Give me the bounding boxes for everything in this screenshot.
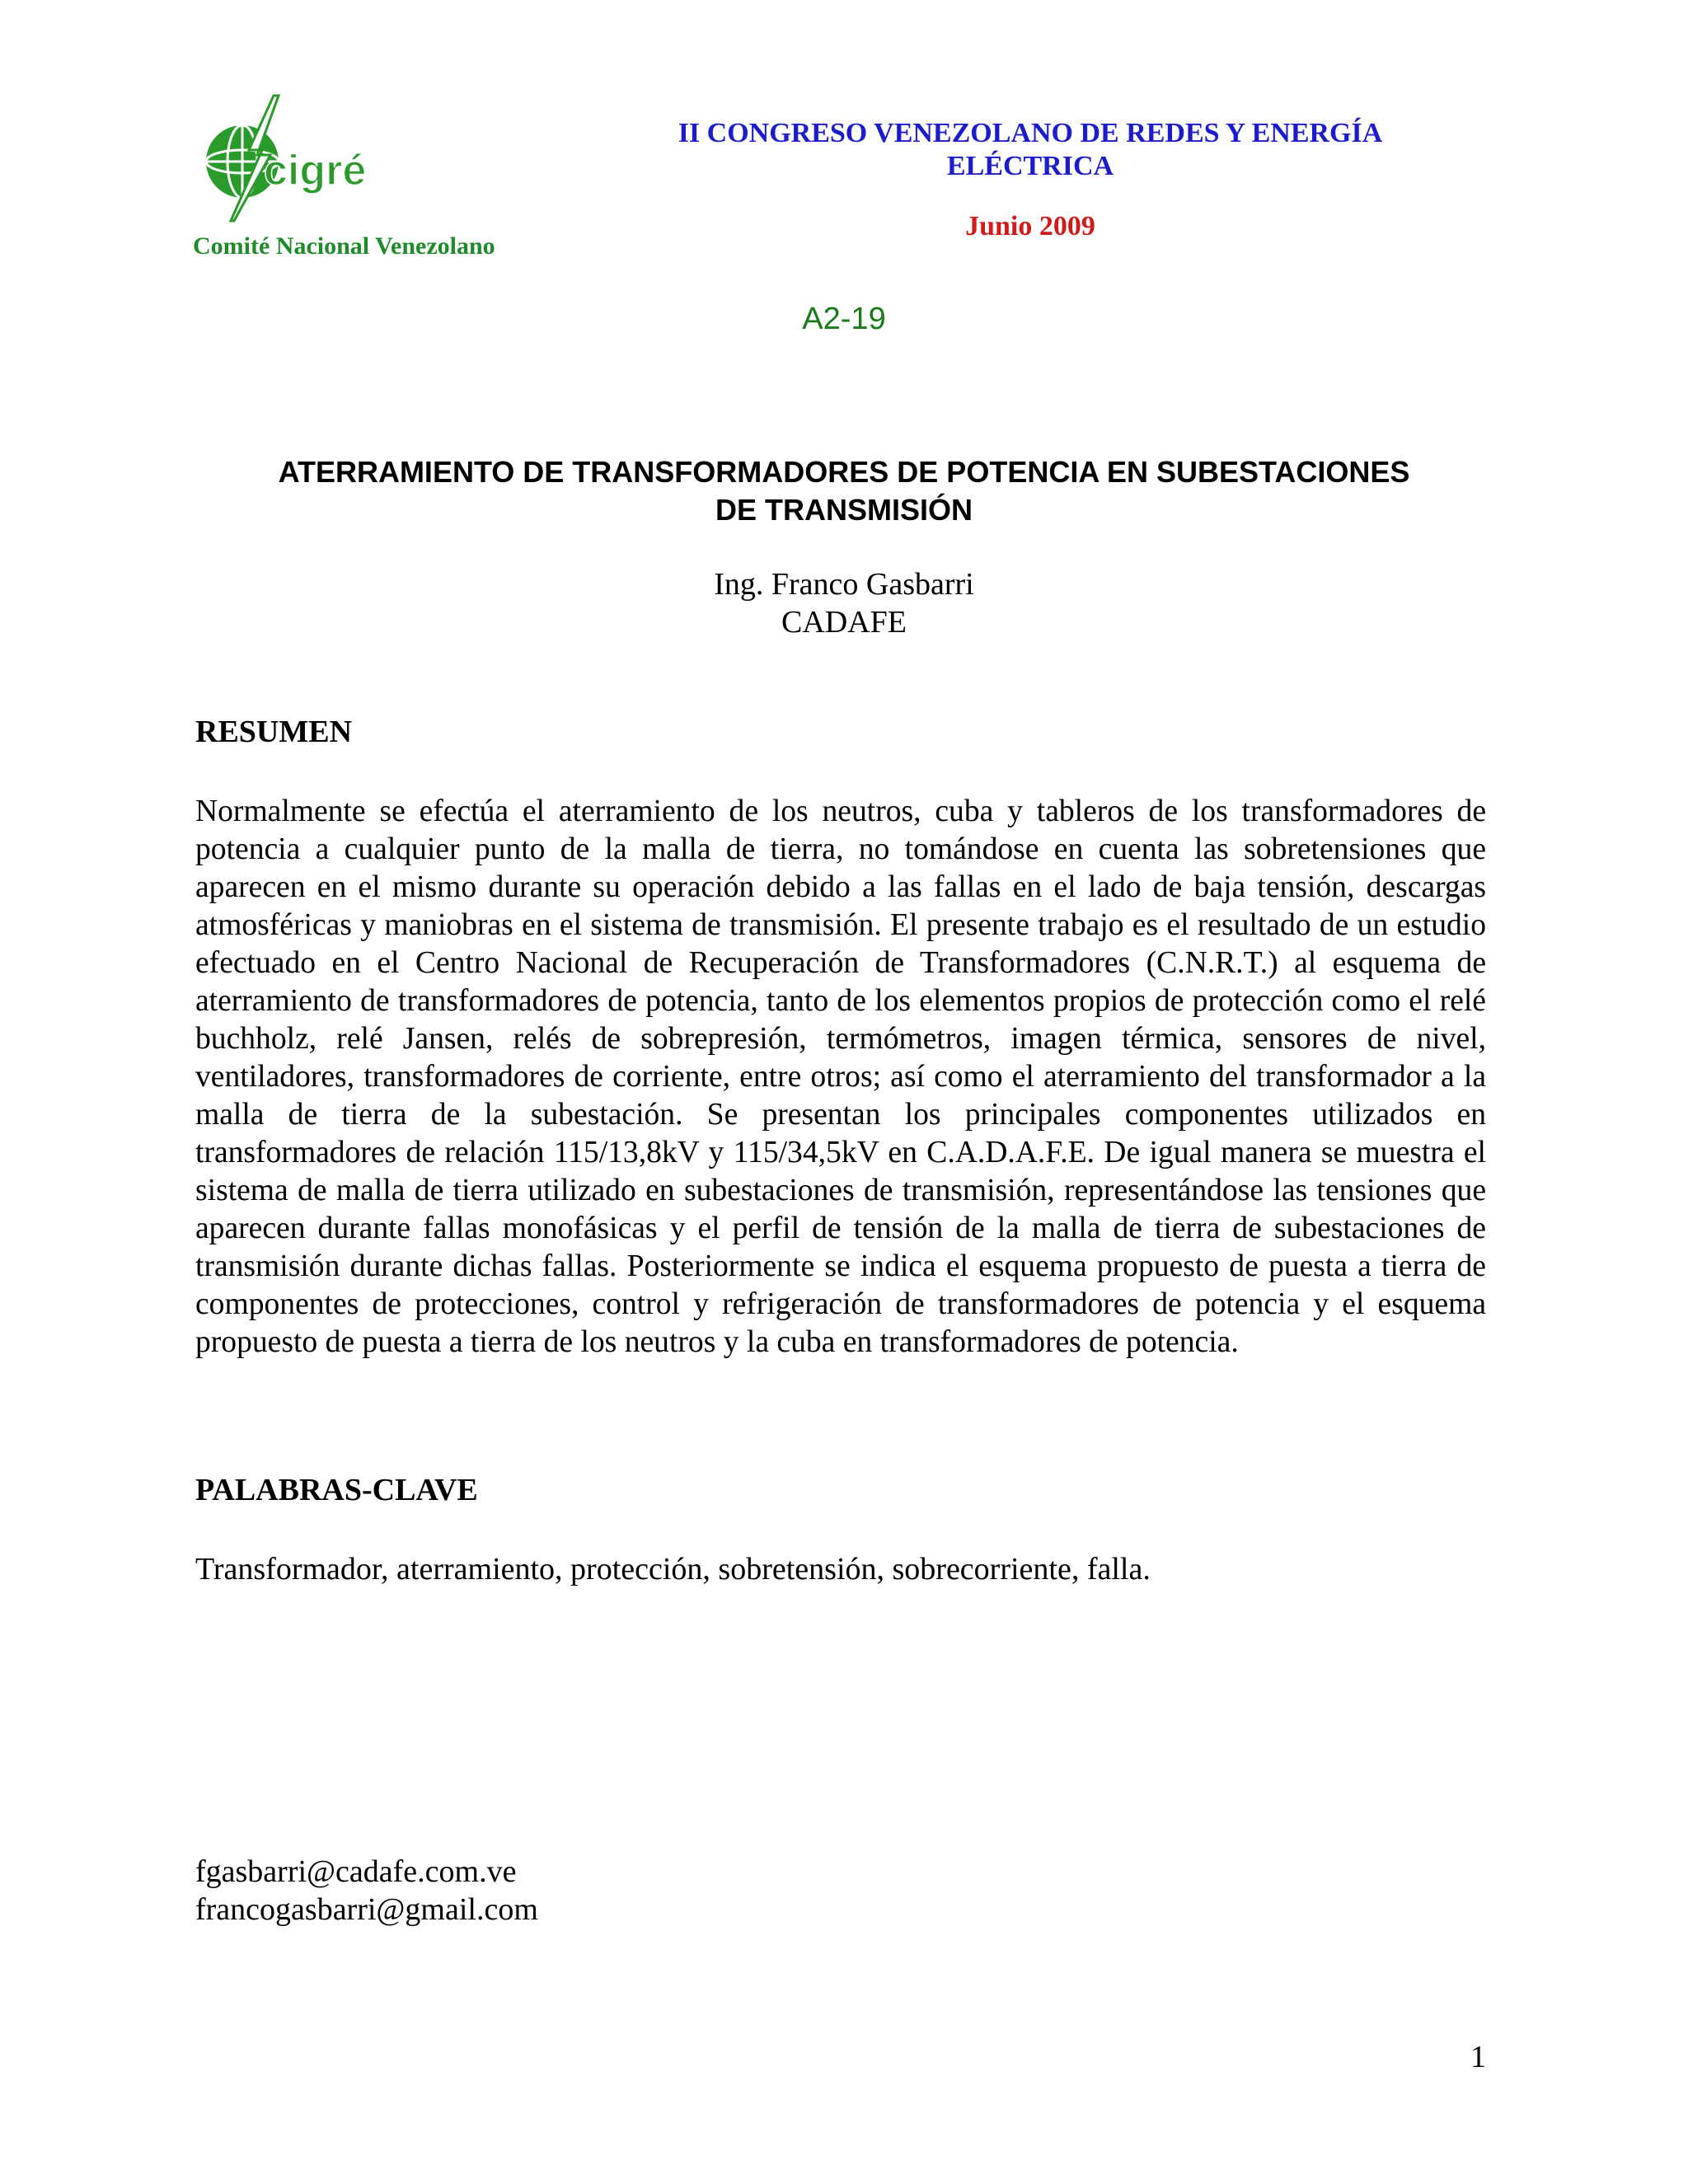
congress-title-line2: ELÉCTRICA bbox=[946, 151, 1114, 181]
page-number: 1 bbox=[1470, 2040, 1486, 2074]
keywords-heading: PALABRAS-CLAVE bbox=[195, 1473, 478, 1507]
keywords-text: Transformador, aterramiento, protección, sobretensión, sobrecorriente, falla. bbox=[195, 1552, 1151, 1586]
author-name: Ing. Franco Gasbarri bbox=[714, 567, 974, 602]
abstract-text: Normalmente se efectúa el aterramiento de los neutros, cuba y tableros de los transformadores de potencia a cualquier punto de la malla de tierra, no tomándose en cuenta las sobretensiones que aparecen en el mismo durante su operación debido a las fallas en el lado de baja tensión, descargas atmosféricas y maniobras en el sistema de transmisión. El presente trabajo es el resultado de un estudio efectuado en el Centro Nacional de Recuperación de Transformadores (C.N.R.T.) al esquema de aterramiento de transformadores de potencia, tanto de los elementos propios de protección como el relé buchholz, relé Jansen, relés de sobrepresión, termómetros, imagen térmica, sensores de nivel, ventiladores, transformadores de corriente, entre otros; así como el aterramiento del transformador a la malla de tierra de la subestación. Se presentan los principales componentes utilizados en transformadores de relación 115/13,8kV y 115/34,5kV en C.A.D.A.F.E. De igual manera se muestra el sistema de malla de tierra utilizado en subestaciones de transmisión, representándose las tensiones que aparecen durante fallas monofásicas y el perfil de tensión de la malla de tierra de subestaciones de transmisión durante dichas fallas. Posteriormente se indica el esquema propuesto de puesta a tierra de componentes de protecciones, control y refrigeración de transformadores de potencia y el esquema propuesto de puesta a tierra de los neutros y la cuba en transformadores de potencia. bbox=[195, 794, 1486, 1359]
email-primary: fgasbarri@cadafe.com.ve bbox=[195, 1854, 517, 1889]
author-block bbox=[0, 565, 1688, 641]
abstract-heading: RESUMEN bbox=[195, 715, 353, 749]
paper-title bbox=[165, 453, 1523, 529]
paper-title-line2: DE TRANSMISIÓN bbox=[715, 493, 973, 527]
logo-wordmark: cigré bbox=[264, 147, 367, 194]
committee-name: Comité Nacional Venezolano bbox=[193, 232, 495, 260]
paper-title-line1: ATERRAMIENTO DE TRANSFORMADORES DE POTENCIA EN SUBESTACIONES bbox=[278, 455, 1410, 489]
paper-code: A2-19 bbox=[802, 302, 886, 336]
email-secondary: francogasbarri@gmail.com bbox=[195, 1892, 538, 1927]
congress-title-line1: II CONGRESO VENEZOLANO DE REDES Y ENERGÍA bbox=[678, 118, 1383, 148]
author-affiliation: CADAFE bbox=[781, 605, 907, 640]
contact-emails bbox=[195, 1853, 538, 1929]
congress-title bbox=[560, 117, 1500, 183]
cigre-logo bbox=[191, 92, 389, 224]
congress-date: Junio 2009 bbox=[965, 211, 1095, 241]
